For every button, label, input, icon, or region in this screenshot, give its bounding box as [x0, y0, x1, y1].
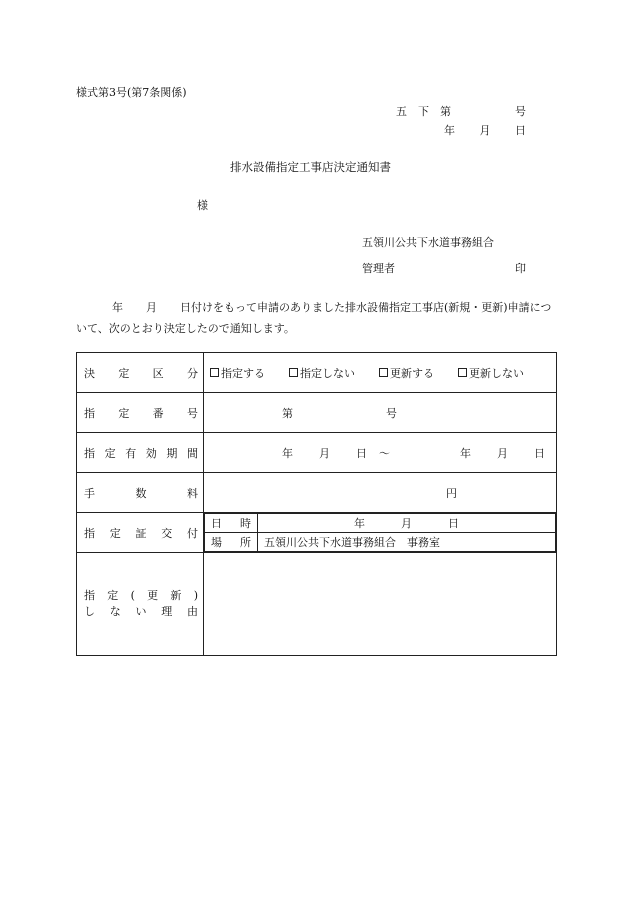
validity-label-cell	[77, 433, 204, 473]
checkbox-icon[interactable]	[458, 368, 467, 377]
document-date-month: 月	[479, 124, 491, 137]
option-designate[interactable]: 指定する	[210, 365, 265, 381]
decision-options-cell	[204, 353, 557, 393]
reason-label-cell	[77, 553, 204, 656]
option-not-designate[interactable]: 指定しない	[289, 365, 355, 381]
row-decision	[77, 353, 557, 393]
row-certificate	[77, 513, 557, 553]
row-validity	[77, 433, 557, 473]
form-id: 様式第3号(第7条関係)	[76, 86, 187, 99]
document-number	[396, 106, 526, 117]
validity-start-year: 年	[282, 446, 293, 460]
body-year: 年	[112, 301, 123, 314]
issuer-manager	[362, 263, 526, 274]
reason-label-line2: し な い 理 由	[84, 605, 198, 618]
certificate-subtable	[204, 513, 556, 552]
document-date	[444, 125, 526, 136]
certificate-label: 指 定 証 交 付	[84, 526, 198, 540]
issuer-organization: 五領川公共下水道事務組合	[362, 236, 494, 249]
document-title: 排水設備指定工事店決定通知書	[230, 160, 391, 174]
certificate-place-label: 場 所	[211, 536, 251, 549]
certificate-place-field	[258, 533, 556, 552]
validity-end-month: 月	[497, 446, 508, 460]
row-reason	[77, 553, 557, 656]
validity-tilde: ～	[379, 446, 390, 460]
certificate-date-label: 日 時	[211, 517, 251, 530]
certificate-day: 日	[448, 517, 459, 530]
document-date-year: 年	[444, 124, 455, 137]
number-label-cell	[77, 393, 204, 433]
validity-end-day: 日	[534, 446, 545, 460]
validity-field[interactable]	[204, 433, 557, 473]
certificate-place-label-cell	[205, 533, 258, 552]
row-number	[77, 393, 557, 433]
certificate-place-value: 五領川公共下水道事務組合 事務室	[264, 536, 440, 549]
reason-field[interactable]	[204, 553, 557, 656]
decision-label-cell	[77, 353, 204, 393]
validity-label: 指 定 有 効 期 間	[84, 446, 198, 460]
reason-label-line1: 指 定 ( 更 新 )	[84, 589, 198, 602]
decision-label: 決 定 区 分	[84, 366, 198, 380]
decision-table	[76, 352, 557, 656]
checkbox-icon[interactable]	[210, 368, 219, 377]
certificate-month: 月	[401, 517, 412, 530]
fee-label-cell	[77, 473, 204, 513]
row-fee	[77, 473, 557, 513]
fee-unit: 円	[446, 486, 457, 500]
number-prefix: 第	[282, 406, 293, 420]
document-date-day: 日	[515, 124, 526, 137]
certificate-date-label-cell	[205, 514, 258, 533]
body-text: 日付けをもって申請のありました排水設備指定工事店(新規・更新)申請について、次のとおり決定したので通知します。	[76, 301, 552, 335]
option-not-renew[interactable]: 更新しない	[458, 365, 524, 381]
checkbox-icon[interactable]	[289, 368, 298, 377]
certificate-label-cell	[77, 513, 204, 553]
body-month: 月	[146, 301, 157, 314]
fee-field[interactable]	[204, 473, 557, 513]
seal-mark: 印	[515, 262, 526, 275]
validity-start-day: 日	[356, 446, 367, 460]
option-renew[interactable]: 更新する	[379, 365, 434, 381]
certificate-year: 年	[354, 517, 365, 530]
document-number-suffix: 号	[515, 105, 526, 118]
fee-label: 手 数 料	[84, 486, 198, 500]
certificate-cell	[204, 513, 557, 553]
document-number-prefix: 五 下 第	[396, 105, 451, 118]
checkbox-icon[interactable]	[379, 368, 388, 377]
validity-start-month: 月	[319, 446, 330, 460]
manager-title: 管理者	[362, 262, 395, 275]
number-label: 指 定 番 号	[84, 406, 198, 420]
addressee: 様	[197, 199, 208, 212]
number-field[interactable]	[204, 393, 557, 433]
number-suffix: 号	[386, 406, 397, 420]
validity-end-year: 年	[460, 446, 471, 460]
body-paragraph	[76, 297, 556, 339]
certificate-date-field[interactable]	[258, 514, 556, 533]
